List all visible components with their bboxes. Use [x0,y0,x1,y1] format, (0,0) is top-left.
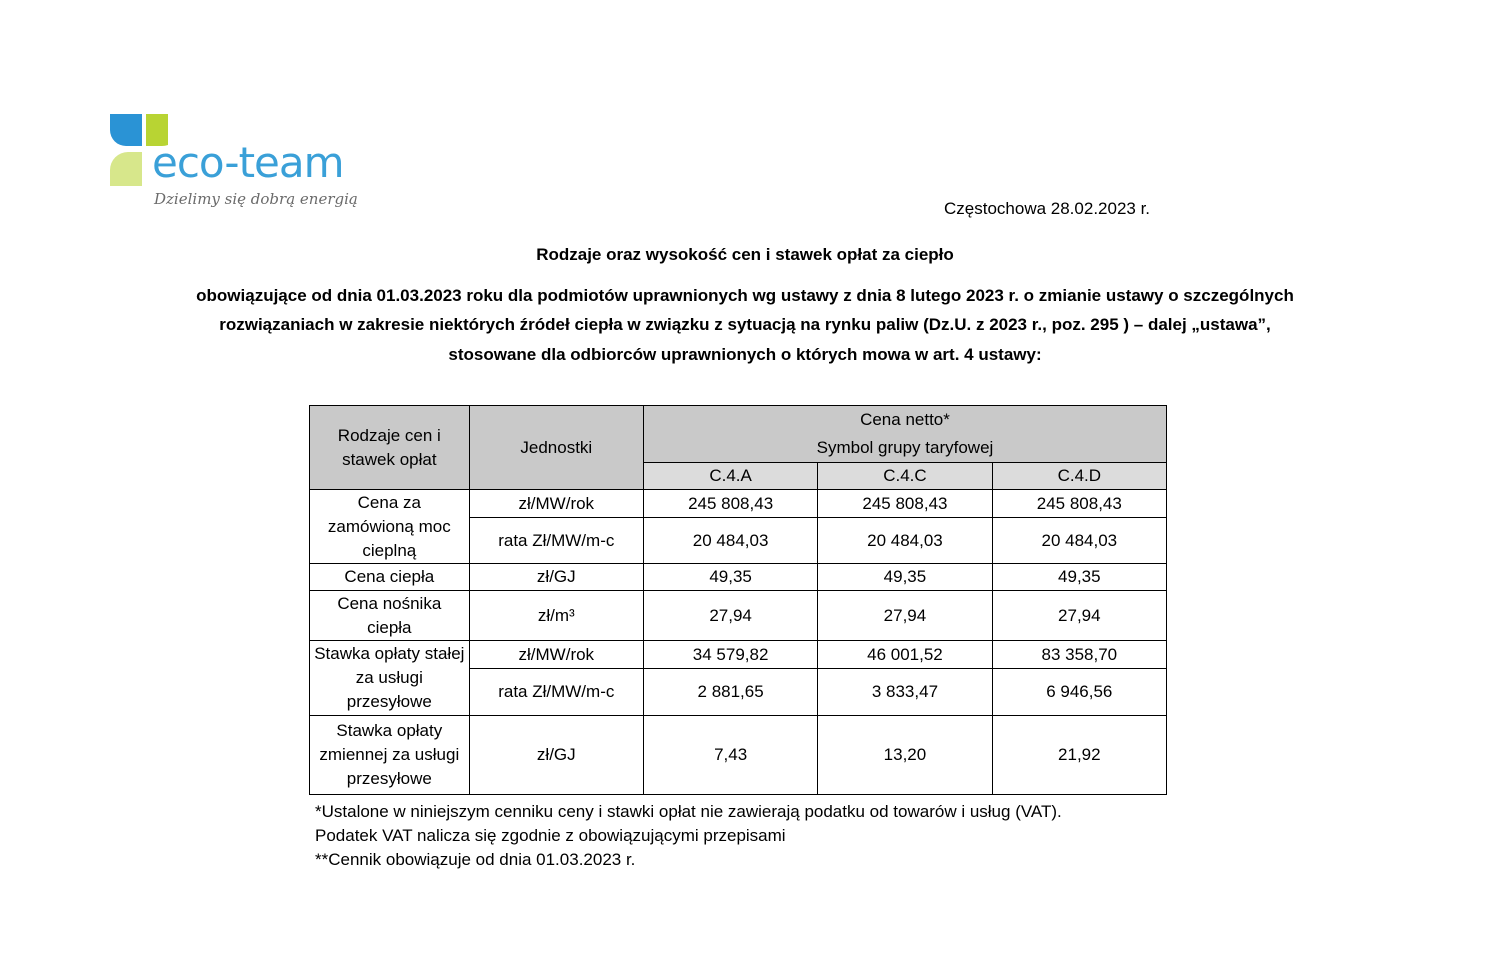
row-value-c4c: 13,20 [818,716,992,795]
header-price-types: Rodzaje cen i stawek opłat [310,406,470,490]
row-value-c4d: 20 484,03 [992,518,1166,564]
row-value-c4c: 245 808,43 [818,490,992,518]
table-row [310,564,1167,591]
table-row [310,591,1167,641]
header-net-price: Cena netto* [643,406,1166,435]
row-value-c4c: 49,35 [818,564,992,591]
row-value-c4d: 21,92 [992,716,1166,795]
row-name: Cena ciepła [310,564,470,591]
place-date: Częstochowa 28.02.2023 r. [944,199,1151,218]
row-unit: zł/MW/rok [469,490,643,518]
document-title: Rodzaje oraz wysokość cen i stawek opłat za ciepło [536,245,954,264]
row-value-c4d: 27,94 [992,591,1166,641]
row-value-c4a: 2 881,65 [643,669,817,716]
row-unit: zł/GJ [469,716,643,795]
row-value-c4d: 245 808,43 [992,490,1166,518]
row-value-c4d: 83 358,70 [992,641,1166,669]
document-subtitle [110,281,1380,339]
row-unit: zł/GJ [469,564,643,591]
row-value-c4c: 27,94 [818,591,992,641]
eco-team-logo [108,112,368,222]
footnote-vat: *Ustalone w niniejszym cenniku ceny i stawki opłat nie zawierają podatku od towarów i usług (VAT). [315,802,1062,821]
header-group-c4c: C.4.C [818,463,992,490]
row-name: Stawka opłaty zmiennej za usługi przesyłowe [310,716,470,795]
row-unit: zł/MW/rok [469,641,643,669]
header-group-c4d: C.4.D [992,463,1166,490]
tariff-table [309,405,1167,795]
row-value-c4d: 6 946,56 [992,669,1166,716]
row-value-c4c: 46 001,52 [818,641,992,669]
footnote-vat-rules: Podatek VAT nalicza się zgodnie z obowiązującymi przepisami [315,826,786,845]
footnotes [315,800,1062,872]
header-group-c4a: C.4.A [643,463,817,490]
logo-wordmark: eco-team [152,138,344,187]
row-unit: zł/m³ [469,591,643,641]
subtitle-line-1: obowiązujące od dnia 01.03.2023 roku dla podmiotów uprawnionych wg ustawy z dnia 8 lutego 2023 r. o zmianie ustawy o szczególnych [196,286,1294,305]
row-value-c4a: 34 579,82 [643,641,817,669]
row-name: Cena nośnika ciepła [310,591,470,641]
row-value-c4c: 3 833,47 [818,669,992,716]
row-value-c4a: 49,35 [643,564,817,591]
header-tariff-group: Symbol grupy taryfowej [643,434,1166,463]
row-value-c4d: 49,35 [992,564,1166,591]
row-value-c4a: 245 808,43 [643,490,817,518]
row-value-c4a: 20 484,03 [643,518,817,564]
row-name: Cena za zamówioną moc cieplną [310,490,470,564]
row-name: Stawka opłaty stałej za usługi przesyłowe [310,641,470,716]
subtitle-line-2: rozwiązaniach w zakresie niektórych źródeł ciepła w związku z sytuacją na rynku paliw (Dz.U. z 2023 r., poz. 295 ) – dalej „ustawa”, [219,315,1271,334]
footnote-effective-date: **Cennik obowiązuje od dnia 01.03.2023 r. [315,850,636,869]
table-row [310,641,1167,669]
row-unit: rata Zł/MW/m-c [469,669,643,716]
header-units: Jednostki [469,406,643,490]
logo-tagline: Dzielimy się dobrą energią [154,190,358,208]
table-row [310,490,1167,518]
row-unit: rata Zł/MW/m-c [469,518,643,564]
row-value-c4c: 20 484,03 [818,518,992,564]
row-value-c4a: 7,43 [643,716,817,795]
table-row [310,716,1167,795]
row-value-c4a: 27,94 [643,591,817,641]
document-scope: stosowane dla odbiorców uprawnionych o których mowa w art. 4 ustawy: [448,345,1042,364]
